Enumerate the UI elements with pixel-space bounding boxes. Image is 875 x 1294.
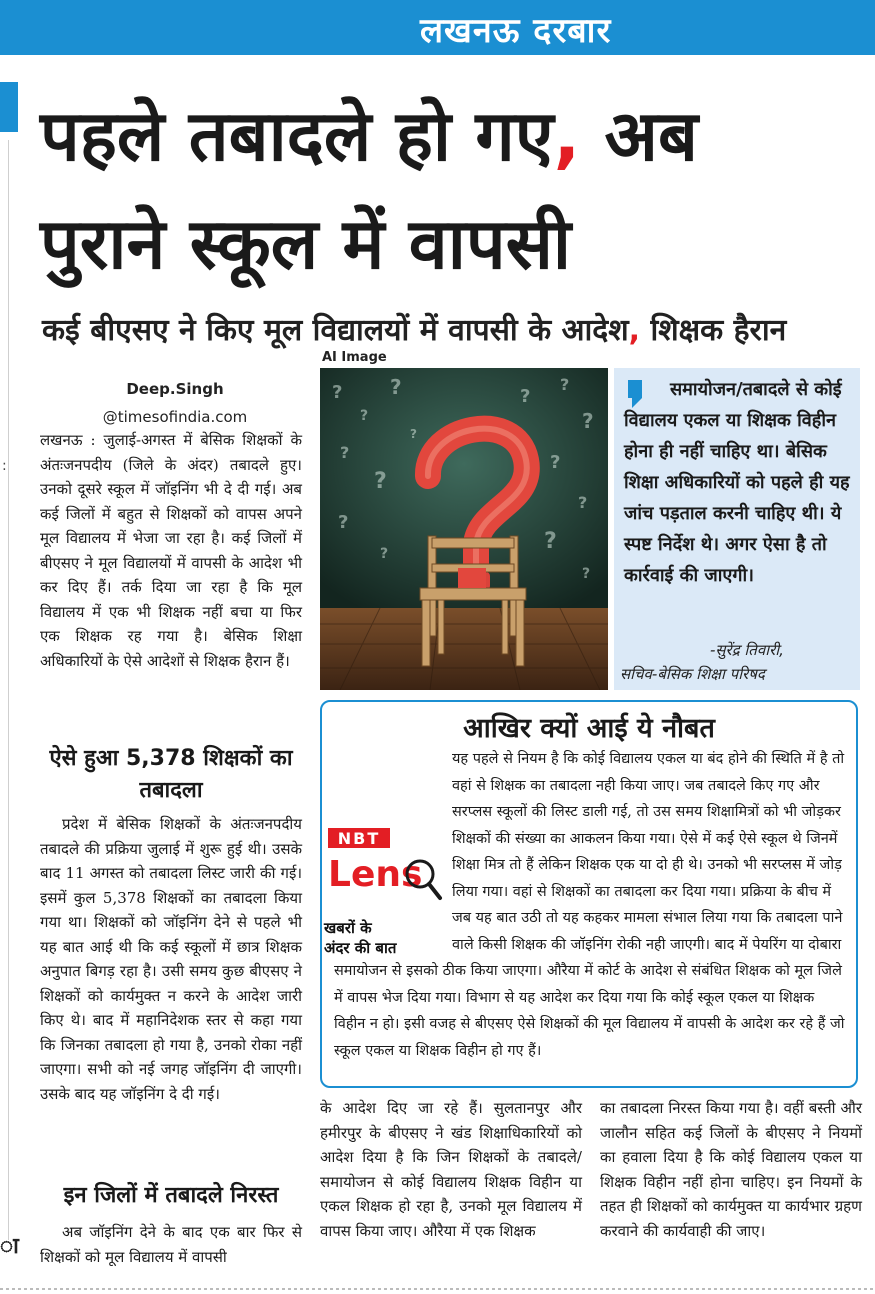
section-heading-districts: इन जिलों में तबादले निरस्त bbox=[63, 1183, 279, 1208]
article-continued-middle: के आदेश दिए जा रहे हैं। सुलतानपुर और हमीरपुर के बीएसए ने खंड शिक्षाधिकारियों को आदेश दिया है कि जिन शिक्षकों के तबादले/समायोजन से कोई विद्यालय शिक्षक विहीन या एकल शिक्षक हो रहा है, उनको मूल विद्यालय में वापस किया जाए। औरैया में एक शिक्षक bbox=[320, 1099, 582, 1240]
svg-text:?: ? bbox=[550, 452, 561, 473]
headline-comma: , bbox=[553, 95, 581, 177]
byline-name: Deep.Singh bbox=[126, 380, 224, 398]
bottom-divider bbox=[0, 1288, 875, 1290]
lens-box bbox=[320, 700, 858, 1088]
svg-text:?: ? bbox=[510, 429, 517, 443]
lens-tagline-1: खबरों के bbox=[324, 918, 372, 937]
subheadline bbox=[42, 308, 872, 349]
headline-line-2: पुराने स्कूल में वापसी bbox=[40, 203, 572, 285]
edge-fragment-mark: : bbox=[2, 458, 7, 474]
svg-text:?: ? bbox=[410, 427, 417, 441]
subhead-part-2: शिक्षक हैरान bbox=[640, 313, 787, 348]
article-continued-right: का तबादला निरस्त किया गया है। वहीं बस्ती और जालौन सहित कई जिलों के बीएसए ने नियमों का हवाला दिया है कि कोई विद्यालय एकल या शिक्षक विहीन नहीं होना चाहिए। इन नियमों के तहत ही शिक्षकों को कार्यमुक्त या कार्यभार ग्रहण करवाने की कार्यवाही की जाए। bbox=[600, 1099, 862, 1240]
section-title: लखनऊ दरबार bbox=[420, 11, 612, 51]
byline-handle: @timesofindia.com bbox=[102, 408, 248, 426]
subhead-part-1: कई बीएसए ने किए मूल विद्यालयों में वापसी के आदेश bbox=[42, 313, 629, 348]
svg-text:?: ? bbox=[332, 382, 343, 403]
svg-text:?: ? bbox=[560, 375, 570, 394]
lens-logo bbox=[324, 826, 444, 956]
question-mark-chair-illustration bbox=[320, 368, 608, 690]
edge-divider bbox=[8, 140, 9, 1240]
svg-text:?: ? bbox=[338, 512, 349, 533]
masthead-bar bbox=[0, 0, 875, 55]
quote-attribution-title: सचिव-बेसिक शिक्षा परिषद bbox=[620, 665, 765, 683]
svg-text:?: ? bbox=[582, 409, 594, 433]
edge-fragment-char: ा bbox=[0, 1234, 19, 1259]
nbt-lens-logo-icon bbox=[324, 826, 444, 908]
svg-text:?: ? bbox=[520, 386, 531, 407]
quote-attribution-name: -सुरेंद्र तिवारी, bbox=[710, 641, 784, 659]
lens-title: आखिर क्यों आई ये नौबत bbox=[463, 713, 715, 744]
svg-text:?: ? bbox=[390, 375, 402, 399]
section-heading-transfers: ऐसे हुआ 5,378 शिक्षकों का तबादला bbox=[49, 746, 293, 803]
lens-body: यह पहले से नियम है कि कोई विद्यालय एकल या बंद होने की स्थिति में है तो वहां से शिक्षक का तबादला नही किया जाए। जब तबादले किए गए और सरप्लस स्कूलों की लिस्ट डाली गई, तो उस समय शिक्षामित्रों को भी जोड़कर शिक्षकों की संख्या का आकलन किया गया। ऐसे में कई ऐसे स्कूल थे जिनमें शिक्षा मित्र तो हैं लेकिन शिक्षक एक या दो ही थे। उनको भी सरप्लस में जोड़ लिया गया। वहां से शिक्षकों का तबादला कर दिया गया। प्रक्रिया के बीच में जब यह बात उठी तो यह कहकर मामला संभाल लिया गया कि तबादला पाने वाले किसी शिक्षक की जॉइनिंग रोकी नही जाएगी। बाद में पेयरिंग या दोबारा समायोजन से इसको ठीक किया जाएगा। औरैया में कोर्ट के आदेश से संबंधित शिक्षक को मूल जिले में वापस भेज दिया गया। विभाग से यह आदेश कर दिया गया कि कोई स्कूल एकल या शिक्षक विहीन न हो। इसी वजह से बीएसए ऐसे शिक्षकों की मूल विद्यालय में वापसी के आदेश कर रहे हैं जो स्कूल एकल या शिक्षक विहीन हो गए हैं। bbox=[334, 751, 845, 1059]
svg-text:?: ? bbox=[578, 493, 588, 512]
headline-part-1: पहले तबादले हो गए bbox=[40, 95, 554, 177]
byline bbox=[90, 375, 260, 431]
article-image bbox=[320, 368, 608, 690]
svg-text:?: ? bbox=[380, 546, 389, 562]
svg-text:?: ? bbox=[360, 408, 369, 424]
logo-nbt-text: NBT bbox=[337, 829, 381, 848]
lens-tagline-2: अंदर की बात bbox=[324, 938, 397, 957]
headline-part-2: अब bbox=[580, 95, 698, 177]
svg-text:?: ? bbox=[582, 566, 591, 582]
section-body-districts: अब जॉइनिंग देने के बाद एक बार फिर से शिक्षकों को मूल विद्यालय में वापसी bbox=[40, 1223, 302, 1266]
subhead-comma: , bbox=[628, 313, 641, 348]
quote-text: समायोजन/तबादले से कोई विद्यालय एकल या शिक्षक विहीन होना ही नहीं चाहिए था। बेसिक शिक्षा अधिकारियों को पहले ही यह जांच पड़ताल करनी चाहिए थी। ये स्पष्ट निर्देश थे। अगर ऐसा है तो कार्रवाई की जाएगी। bbox=[624, 379, 850, 586]
svg-text:?: ? bbox=[544, 529, 557, 554]
section-body-transfers: प्रदेश में बेसिक शिक्षकों के अंतःजनपदीय तबादले की प्रक्रिया जुलाई में शुरू हुई थी। उसके बाद 11 अगस्त को तबादला लिस्ट जारी की गई। इसमें कुल 5,378 शिक्षकों का तबादला किया गया था। शिक्षकों को जॉइनिंग देने से पहले भी यह बात आई थी कि कई स्कूलों में छात्र शिक्षक अनुपात बिगड़ रहा है। उसी समय कुछ बीएसए ने शिक्षकों को कार्यमुक्त न करने के आदेश जारी किए थे। बाद में महानिदेशक स्तर से कहा गया कि जिनका तबादला हो गया है, उनको रोका नहीं जाएगा। सभी को नई जगह जॉइनिंग दी जाएगी। उसके बाद यह जॉइनिंग दे दी गई। bbox=[40, 815, 302, 1103]
logo-lens-text: Lens bbox=[328, 854, 423, 895]
svg-text:?: ? bbox=[374, 469, 387, 494]
image-label: AI Image bbox=[322, 350, 387, 365]
svg-text:?: ? bbox=[340, 443, 350, 462]
article-intro: लखनऊ : जुलाई-अगस्त में बेसिक शिक्षकों के अंतःजनपदीय (जिले के अंदर) तबादले हुए। उनको दूसरे स्कूल में जॉइनिंग भी दे दी गई। अब कई जिलों में बहुत से शिक्षकों को वापस अपने मूल विद्यालय में भेजा जा रहा है। कई जिलों में बीएसए ने मूल विद्यालयों में वापसी के आदेश भी कर दिए हैं। तर्क दिया जा रहा है कि मूल विद्यालय में एक भी शिक्षक नहीं बचा या फिर एक शिक्षक रह गया है। बेसिक शिक्षा अधिकारियों के ऐसे आदेशों से शिक्षक हैरान हैं। bbox=[40, 431, 302, 670]
headline bbox=[40, 82, 870, 298]
edge-color-strip bbox=[0, 82, 18, 132]
lens-content bbox=[324, 746, 848, 1064]
